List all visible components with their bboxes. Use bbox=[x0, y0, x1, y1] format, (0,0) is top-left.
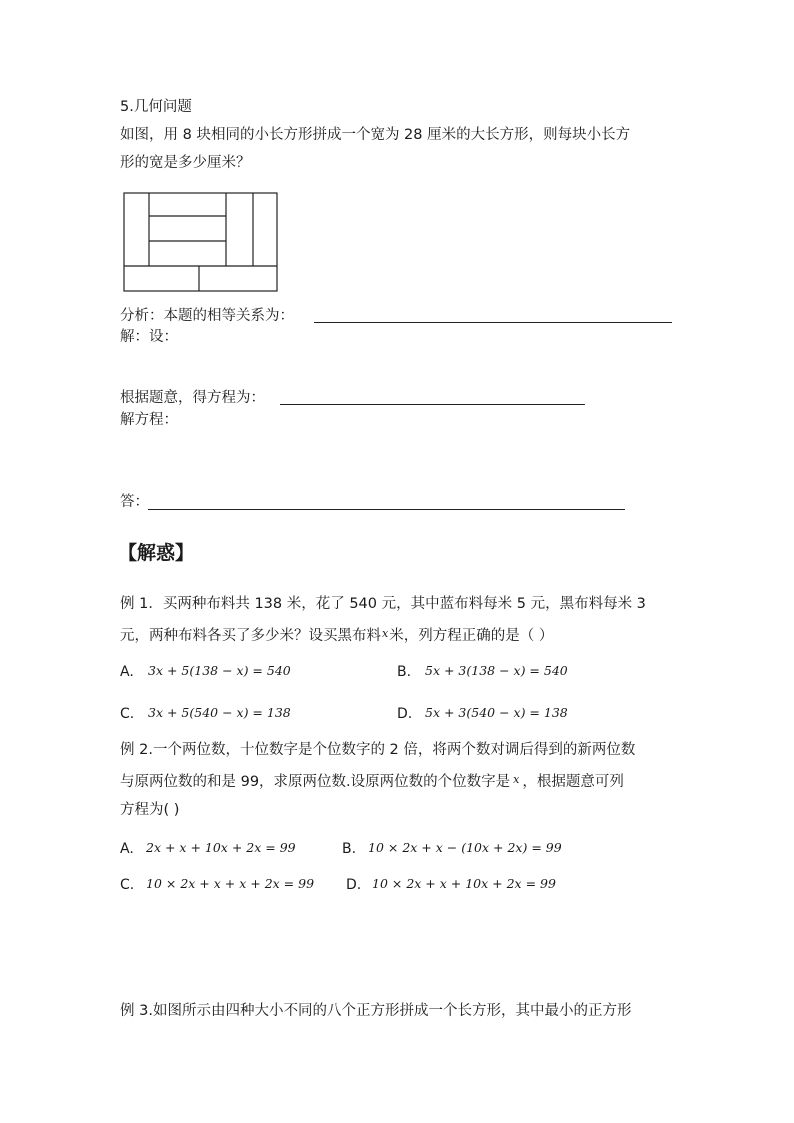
variable-x: x bbox=[382, 627, 389, 640]
option-d-label[interactable]: D. bbox=[397, 706, 413, 722]
analysis-label: 分析：本题的相等关系为： bbox=[120, 308, 294, 324]
example1-line: 元，两种布料各买了多少米？设买黑布料$^x$米，列方程正确的是（ ） bbox=[120, 627, 554, 644]
analysis-blank[interactable] bbox=[314, 322, 672, 323]
rectangles-figure bbox=[120, 190, 282, 294]
option-d-formula: 10 × 2x + x + 10x + 2x = 99 bbox=[372, 876, 556, 891]
option-b-label[interactable]: B. bbox=[342, 841, 357, 857]
section-heading: 【解惑】 bbox=[118, 542, 195, 564]
option-c-label[interactable]: C. bbox=[120, 877, 135, 893]
example1-line: 例 1．买两种布料共 138 米，花了 540 元，其中蓝布料每米 5 元，黑布料每米 3 bbox=[120, 596, 646, 612]
option-c-label[interactable]: C. bbox=[120, 706, 135, 722]
solve-set-label: 解：设： bbox=[120, 329, 178, 345]
option-d-label[interactable]: D. bbox=[346, 877, 362, 893]
answer-label: 答： bbox=[120, 494, 149, 510]
option-d-formula: 5x + 3(540 − x) = 138 bbox=[425, 705, 568, 720]
equation-label: 根据题意，得方程为： bbox=[120, 390, 265, 406]
question-line: 形的宽是多少厘米？ bbox=[120, 155, 251, 171]
equation-blank[interactable] bbox=[280, 404, 585, 405]
option-c-formula: 10 × 2x + x + x + 2x = 99 bbox=[146, 876, 315, 891]
option-b-label[interactable]: B. bbox=[397, 664, 412, 680]
option-a-label[interactable]: A. bbox=[120, 664, 134, 680]
variable-x: x bbox=[513, 773, 520, 786]
example2-line: 例 2.一个两位数，十位数字是个位数字的 2 倍，将两个数对调后得到的新两位数 bbox=[120, 742, 636, 758]
question-line: 如图，用 8 块相同的小长方形拼成一个宽为 28 厘米的大长方形，则每块小长方 bbox=[120, 127, 631, 143]
option-b-formula: 10 × 2x + x − (10x + 2x) = 99 bbox=[368, 840, 562, 855]
option-a-formula: 2x + x + 10x + 2x = 99 bbox=[146, 840, 296, 855]
example3-line: 例 3.如图所示由四种大小不同的八个正方形拼成一个长方形，其中最小的正方形 bbox=[120, 1003, 632, 1019]
solve-equation-label: 解方程： bbox=[120, 412, 178, 428]
option-c-formula: 3x + 5(540 − x) = 138 bbox=[148, 705, 291, 720]
example2-line: 方程为( ) bbox=[120, 802, 180, 818]
option-a-label[interactable]: A. bbox=[120, 841, 134, 857]
example2-line: 与原两位数的和是 99，求原两位数.设原两位数的个位数字是 $^x$ ，根据题意可列 bbox=[120, 773, 624, 790]
answer-blank[interactable] bbox=[148, 509, 625, 510]
option-b-formula: 5x + 3(138 − x) = 540 bbox=[425, 663, 568, 678]
option-a-formula: 3x + 5(138 − x) = 540 bbox=[148, 663, 291, 678]
section-title: 5.几何问题 bbox=[120, 99, 192, 115]
big-rectangle bbox=[124, 193, 277, 291]
